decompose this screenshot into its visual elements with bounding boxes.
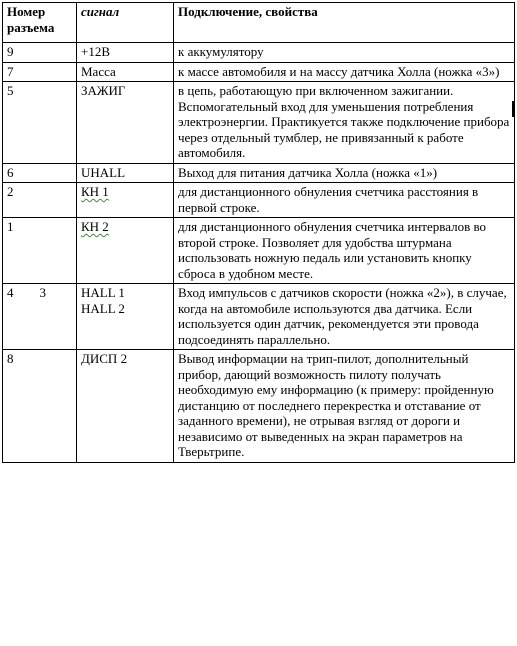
pin-number-cell: 9 [3,43,77,63]
pin-number-cell: 4 3 [3,284,77,350]
table-row [3,218,515,284]
signal-label: КН 2 [81,219,109,234]
signal-cell: ЗАЖИГ [77,82,174,164]
pin-number-cell: 8 [3,350,77,463]
table-row [3,62,515,82]
table-header-row [3,3,515,43]
pin-number-cell: 1 [3,218,77,284]
table-row [3,43,515,63]
description-cell: к аккумулятору [174,43,515,63]
pin-number-cell: 2 [3,183,77,218]
signal-cell [77,183,174,218]
description-cell: к массе автомобиля и на массу датчика Холла (ножка «3») [174,62,515,82]
signal-cell: Масса [77,62,174,82]
header-signal: сигнал [77,3,174,43]
pin-number-cell: 7 [3,62,77,82]
text-cursor [512,101,514,117]
header-connection: Подключение, свойства [174,3,515,43]
signal-cell [77,218,174,284]
connector-pin-table [2,2,515,463]
table-row [3,163,515,183]
description-cell: Выход для питания датчика Холла (ножка «1») [174,163,515,183]
table-row [3,350,515,463]
header-pin-number: Номер разъема [3,3,77,43]
table-row [3,183,515,218]
signal-label: КН 1 [81,184,109,199]
signal-cell: +12В [77,43,174,63]
pin-number-cell: 6 [3,163,77,183]
description-cell: в цепь, работающую при включенном зажигании. Вспомогательный вход для уменьшения потребления электроэнергии. Практикуется также подключение прибора через отдельный тумблер, не привязанный к работе автомобиля. [174,82,515,164]
signal-cell: HALL 1 HALL 2 [77,284,174,350]
pin-number-cell: 5 [3,82,77,164]
description-cell: Вывод информации на трип-пилот, дополнительный прибор, дающий возможность пилоту получать необходимую ему информацию (к примеру: пройденную дистанцию от последнего перекрестка и отставание от заданного времени), не отрывая взгляд от дороги и независимо от выведенных на экран параметров на Тверьтрипе. [174,350,515,463]
signal-cell: ДИСП 2 [77,350,174,463]
signal-cell: UHALL [77,163,174,183]
table-row [3,284,515,350]
description-cell: для дистанционного обнуления счетчика расстояния в первой строке. [174,183,515,218]
description-cell: для дистанционного обнуления счетчика интервалов во второй строке. Позволяет для удобства штурмана использовать ножную педаль или установить кнопку сброса в удобном месте. [174,218,515,284]
description-cell: Вход импульсов с датчиков скорости (ножка «2»), в случае, когда на автомобиле используются два датчика. Если используется один датчик, рекомендуется эти провода подсоединять параллельно. [174,284,515,350]
table-row [3,82,515,164]
